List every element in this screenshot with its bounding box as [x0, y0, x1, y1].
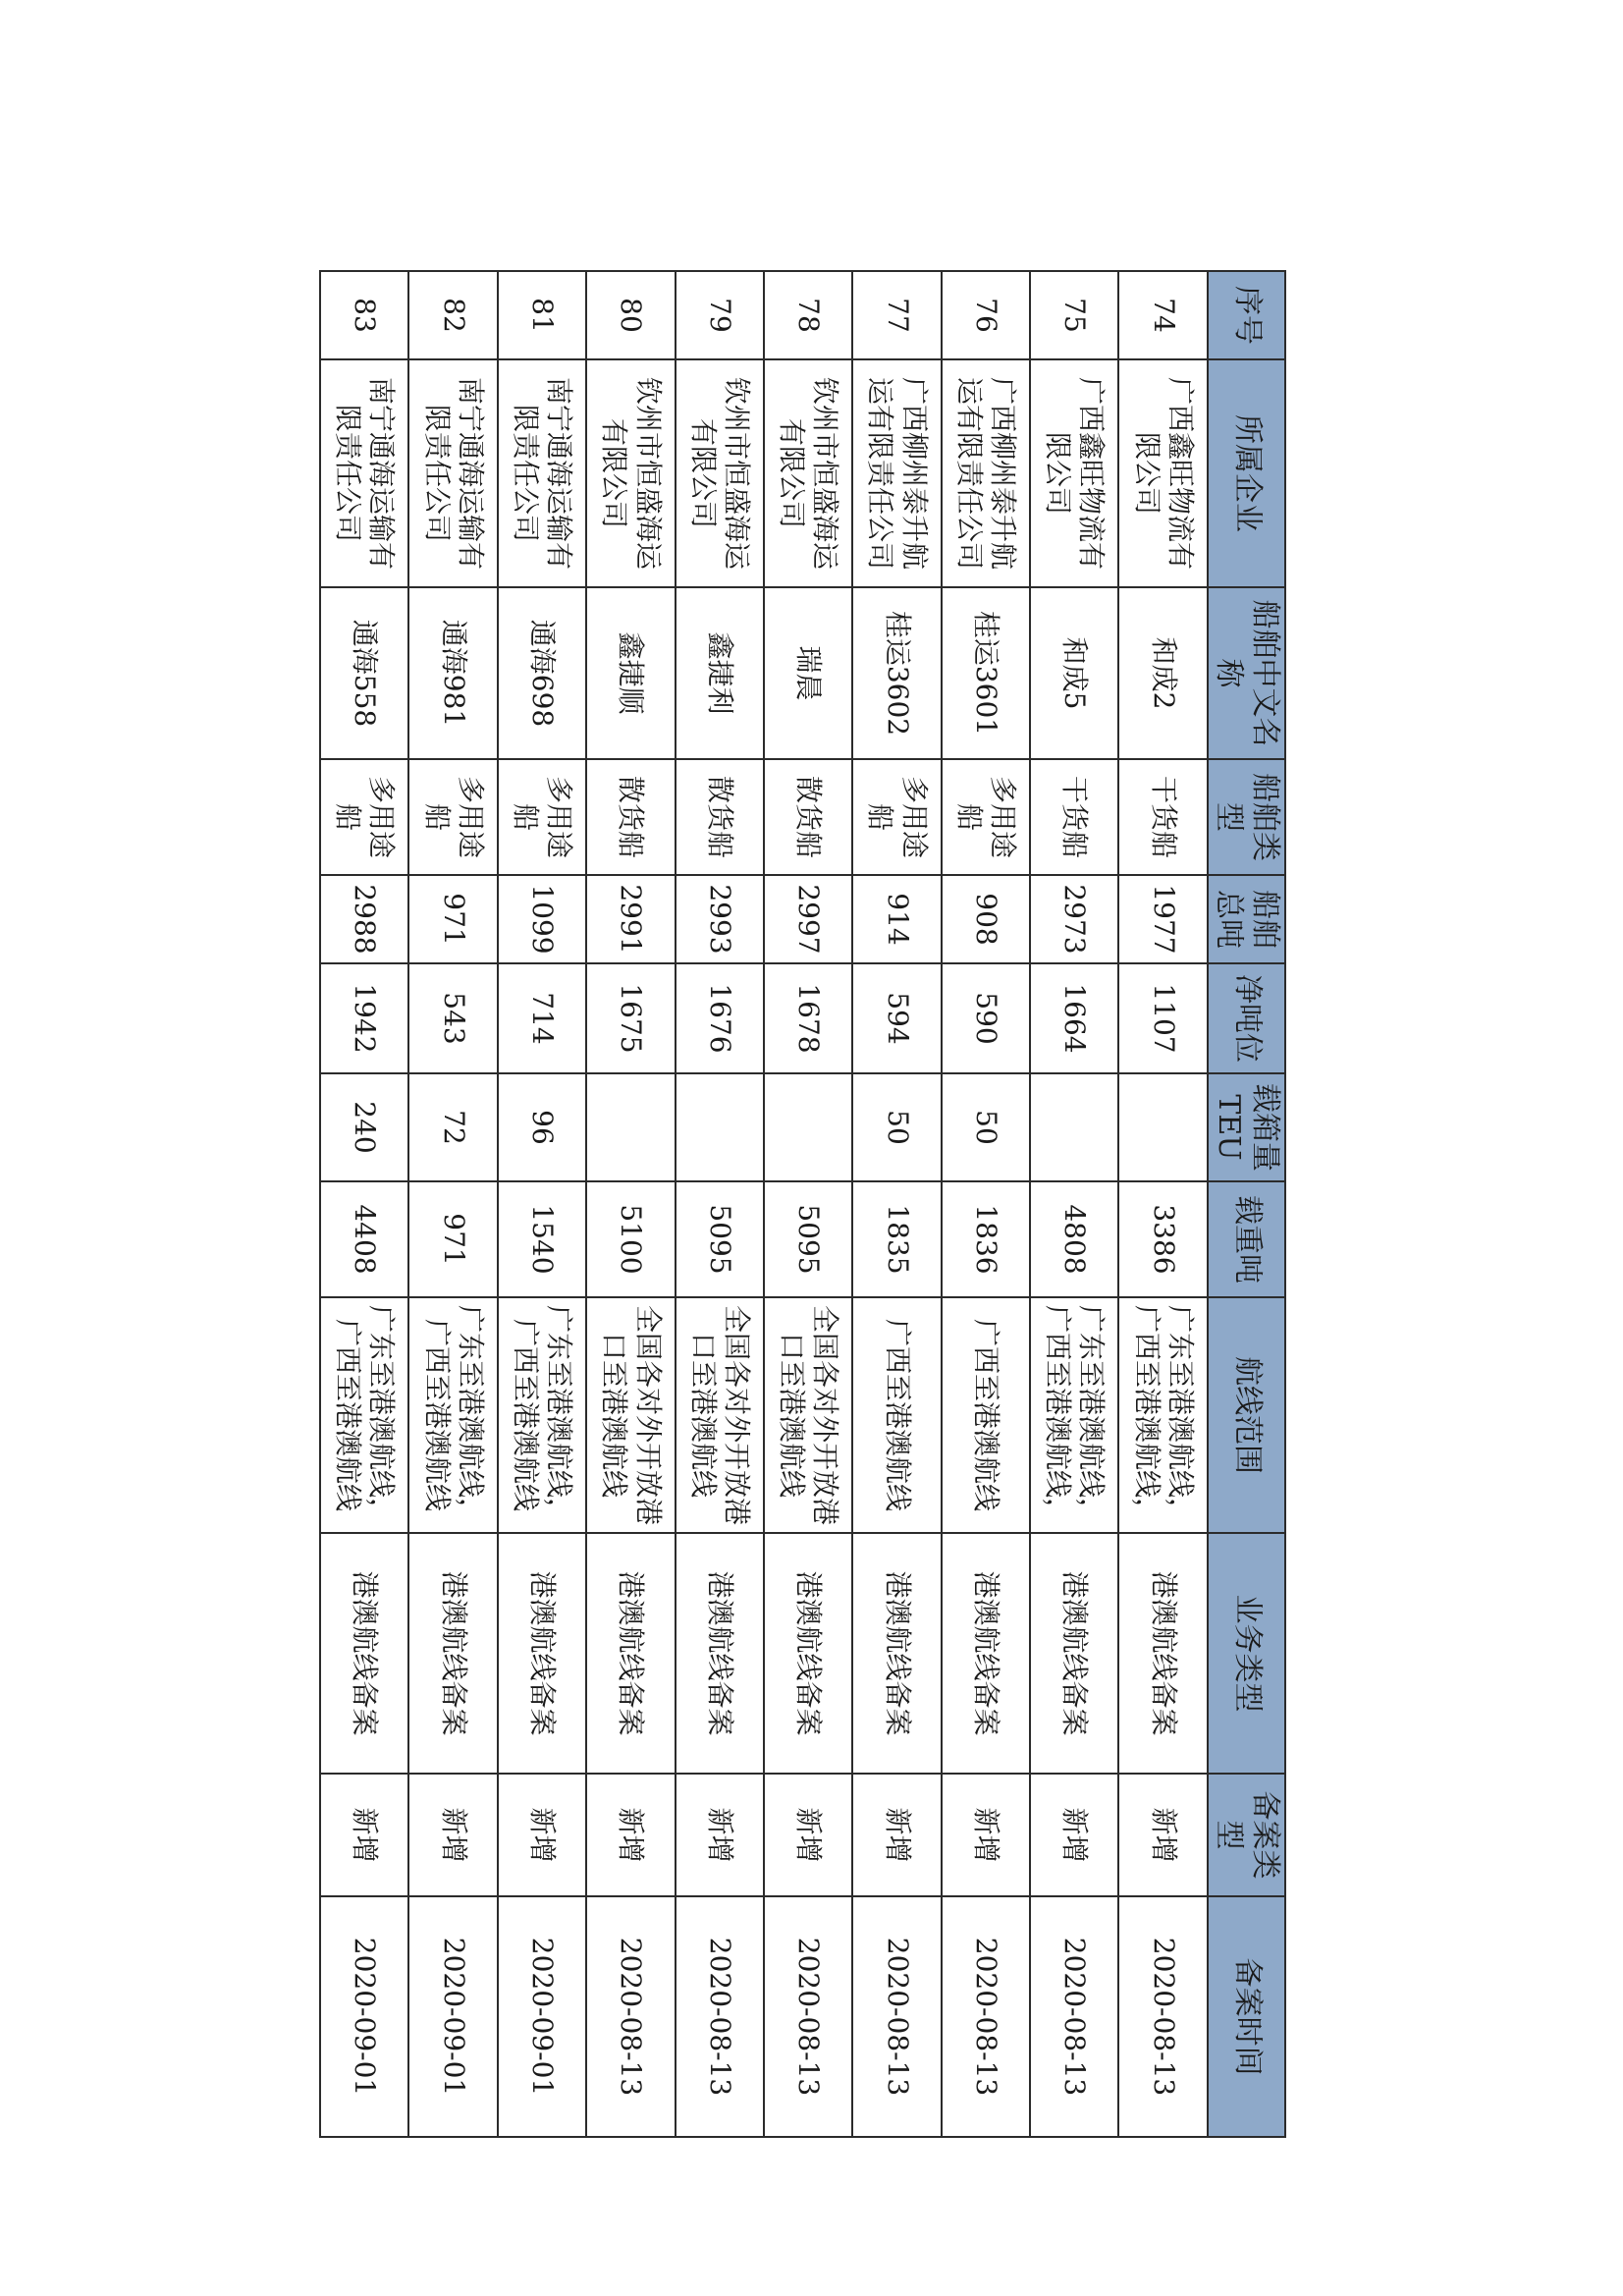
cell-col-company — [586, 359, 675, 587]
cell-text: 钦州市恒盛海运有限公司 — [686, 376, 753, 570]
cell-col-seq — [676, 271, 764, 359]
cell-col-company — [676, 359, 764, 587]
cell-text: 通海698 — [526, 619, 560, 728]
cell-col-company — [1030, 359, 1118, 587]
cell-col-ship-type — [586, 759, 675, 875]
cell-text: 和成5 — [1058, 636, 1092, 710]
header-row — [1208, 271, 1285, 2137]
cell-text: 2020-08-13 — [881, 1937, 914, 2097]
cell-text: 散货船 — [703, 775, 736, 858]
cell-text: 590 — [969, 992, 1002, 1045]
header-col-company: 所属企业 — [1208, 359, 1285, 587]
cell-text: 港澳航线备案 — [792, 1570, 826, 1736]
cell-col-seq — [408, 271, 497, 359]
cell-text: 76 — [969, 298, 1002, 333]
cell-col-gross-tonnage — [942, 875, 1030, 963]
cell-text: 971 — [437, 893, 470, 946]
cell-text: 1835 — [881, 1204, 914, 1275]
cell-col-route — [942, 1297, 1030, 1533]
cell-text: 桂运3601 — [969, 610, 1002, 737]
table-body — [320, 271, 1208, 2137]
cell-text: 1664 — [1058, 983, 1092, 1054]
cell-text: 5100 — [615, 1204, 648, 1275]
cell-text: 2020-08-13 — [969, 1937, 1002, 2097]
cell-col-filing-date — [586, 1896, 675, 2137]
cell-col-business-type — [676, 1533, 764, 1774]
cell-text: 钦州市恒盛海运有限公司 — [598, 376, 665, 570]
cell-col-route — [408, 1297, 497, 1533]
cell-text: 81 — [526, 298, 560, 333]
cell-col-net-tonnage — [942, 963, 1030, 1073]
cell-col-ship-name — [852, 587, 941, 759]
cell-text: 散货船 — [615, 775, 648, 858]
cell-col-deadweight — [942, 1181, 1030, 1297]
cell-col-ship-name — [408, 587, 497, 759]
cell-text: 新增 — [1147, 1807, 1180, 1863]
cell-col-deadweight — [764, 1181, 852, 1297]
header-col-ship-type: 船舶类型 — [1208, 759, 1285, 875]
cell-text: 74 — [1147, 298, 1180, 333]
cell-text: 2991 — [615, 884, 648, 955]
cell-text: 港澳航线备案 — [703, 1570, 736, 1736]
cell-col-ship-type — [498, 759, 586, 875]
cell-col-net-tonnage — [1118, 963, 1207, 1073]
cell-text: 多用途船 — [332, 775, 399, 858]
cell-text: 2988 — [349, 884, 382, 955]
cell-text: 港澳航线备案 — [437, 1570, 470, 1736]
table-row — [852, 271, 941, 2137]
cell-text: 3386 — [1147, 1204, 1180, 1275]
cell-col-company — [942, 359, 1030, 587]
cell-col-route — [498, 1297, 586, 1533]
cell-text: 2020-08-13 — [1147, 1937, 1180, 2097]
cell-text: 1676 — [703, 983, 736, 1054]
cell-col-net-tonnage — [676, 963, 764, 1073]
cell-text: 971 — [437, 1213, 470, 1266]
cell-text: 瑞晨 — [792, 645, 826, 701]
cell-col-ship-name — [942, 587, 1030, 759]
cell-text: 2020-08-13 — [703, 1937, 736, 2097]
cell-text: 1099 — [526, 884, 560, 955]
cell-col-route — [764, 1297, 852, 1533]
cell-col-filing-type — [764, 1774, 852, 1896]
cell-text: 多用途船 — [952, 775, 1020, 858]
cell-text: 2020-08-13 — [1058, 1937, 1092, 2097]
cell-text: 通海558 — [349, 619, 382, 728]
cell-text: 南宁通海运输有限责任公司 — [332, 376, 399, 570]
cell-text: 82 — [437, 298, 470, 333]
cell-text: 广东至港澳航线，广西至港澳航线， — [1130, 1304, 1197, 1525]
cell-col-company — [498, 359, 586, 587]
cell-col-company — [764, 359, 852, 587]
cell-col-deadweight — [1030, 1181, 1118, 1297]
cell-text: 914 — [881, 893, 914, 946]
cell-col-ship-name — [676, 587, 764, 759]
table-row — [498, 271, 586, 2137]
cell-text: 桂运3602 — [881, 610, 914, 737]
cell-text: 港澳航线备案 — [969, 1570, 1002, 1736]
cell-col-teu — [942, 1073, 1030, 1181]
cell-text: 鑫捷利 — [703, 631, 736, 715]
cell-col-filing-date — [1030, 1896, 1118, 2137]
cell-col-ship-type — [676, 759, 764, 875]
cell-col-filing-date — [1118, 1896, 1207, 2137]
cell-text: 广西鑫旺物流有限公司 — [1042, 376, 1109, 570]
cell-col-filing-type — [408, 1774, 497, 1896]
cell-text: 新增 — [349, 1807, 382, 1863]
cell-col-teu — [320, 1073, 408, 1181]
cell-text: 港澳航线备案 — [1147, 1570, 1180, 1736]
cell-col-route — [1030, 1297, 1118, 1533]
cell-text: 594 — [881, 992, 914, 1045]
cell-col-ship-name — [320, 587, 408, 759]
cell-col-deadweight — [852, 1181, 941, 1297]
cell-col-filing-type — [852, 1774, 941, 1896]
cell-col-business-type — [586, 1533, 675, 1774]
cell-text: 港澳航线备案 — [881, 1570, 914, 1736]
cell-col-ship-type — [852, 759, 941, 875]
header-col-gross-tonnage: 船舶总吨 — [1208, 875, 1285, 963]
cell-text: 广西至港澳航线 — [969, 1318, 1002, 1511]
cell-col-company — [852, 359, 941, 587]
cell-text: 新增 — [615, 1807, 648, 1863]
cell-text: 5095 — [703, 1204, 736, 1275]
cell-col-gross-tonnage — [1118, 875, 1207, 963]
table-row — [676, 271, 764, 2137]
cell-col-route — [586, 1297, 675, 1533]
cell-text: 1675 — [615, 983, 648, 1054]
cell-text: 543 — [437, 992, 470, 1045]
cell-text: 全国各对外开放港口至港澳航线 — [598, 1304, 665, 1525]
cell-col-business-type — [942, 1533, 1030, 1774]
cell-col-teu — [852, 1073, 941, 1181]
header-col-deadweight: 载重吨 — [1208, 1181, 1285, 1297]
cell-text: 港澳航线备案 — [526, 1570, 560, 1736]
cell-col-deadweight — [586, 1181, 675, 1297]
cell-text: 2973 — [1058, 884, 1092, 955]
cell-col-gross-tonnage — [498, 875, 586, 963]
cell-text: 72 — [437, 1110, 470, 1145]
cell-col-net-tonnage — [764, 963, 852, 1073]
cell-text: 1107 — [1147, 983, 1180, 1054]
cell-text: 全国各对外开放港口至港澳航线 — [776, 1304, 842, 1525]
cell-text: 2997 — [792, 884, 826, 955]
cell-text: 1836 — [969, 1204, 1002, 1275]
cell-col-filing-date — [498, 1896, 586, 2137]
cell-col-filing-type — [676, 1774, 764, 1896]
cell-text: 2020-09-01 — [526, 1937, 560, 2097]
cell-text: 新增 — [437, 1807, 470, 1863]
cell-text: 广西柳州泰升航运有限责任公司 — [864, 376, 931, 570]
cell-col-ship-type — [320, 759, 408, 875]
cell-col-route — [320, 1297, 408, 1533]
cell-text: 240 — [349, 1101, 382, 1154]
cell-text: 1977 — [1147, 884, 1180, 955]
cell-text: 钦州市恒盛海运有限公司 — [776, 376, 842, 570]
cell-text: 鑫捷顺 — [615, 631, 648, 715]
cell-col-business-type — [1118, 1533, 1207, 1774]
cell-col-ship-name — [1030, 587, 1118, 759]
table-row — [586, 271, 675, 2137]
cell-col-gross-tonnage — [320, 875, 408, 963]
cell-text: 干货船 — [1147, 775, 1180, 858]
table-row — [408, 271, 497, 2137]
cell-text: 新增 — [792, 1807, 826, 1863]
cell-col-filing-date — [942, 1896, 1030, 2137]
cell-col-business-type — [1030, 1533, 1118, 1774]
cell-col-filing-date — [320, 1896, 408, 2137]
cell-text: 77 — [881, 298, 914, 333]
cell-text: 78 — [792, 298, 826, 333]
cell-text: 75 — [1058, 298, 1092, 333]
cell-text: 2020-08-13 — [792, 1937, 826, 2097]
cell-col-filing-date — [676, 1896, 764, 2137]
cell-col-gross-tonnage — [586, 875, 675, 963]
cell-col-seq — [498, 271, 586, 359]
cell-col-business-type — [320, 1533, 408, 1774]
table-header — [1208, 271, 1285, 2137]
cell-col-ship-type — [764, 759, 852, 875]
cell-text: 714 — [526, 992, 560, 1045]
table-row — [1030, 271, 1118, 2137]
cell-text: 79 — [703, 298, 736, 333]
cell-col-seq — [1118, 271, 1207, 359]
cell-text: 50 — [881, 1110, 914, 1145]
header-col-filing-date: 备案时间 — [1208, 1896, 1285, 2137]
cell-text: 1678 — [792, 983, 826, 1054]
cell-text: 80 — [615, 298, 648, 333]
cell-text: 83 — [349, 298, 382, 333]
table-row — [764, 271, 852, 2137]
cell-col-seq — [852, 271, 941, 359]
cell-col-teu — [1030, 1073, 1118, 1181]
table-row — [320, 271, 408, 2137]
cell-col-seq — [1030, 271, 1118, 359]
cell-col-filing-date — [764, 1896, 852, 2137]
cell-col-deadweight — [408, 1181, 497, 1297]
cell-col-filing-type — [942, 1774, 1030, 1896]
cell-text: 新增 — [1058, 1807, 1092, 1863]
registration-table — [319, 270, 1286, 2138]
cell-col-teu — [498, 1073, 586, 1181]
cell-text: 新增 — [881, 1807, 914, 1863]
cell-col-filing-type — [586, 1774, 675, 1896]
cell-col-net-tonnage — [586, 963, 675, 1073]
cell-col-ship-name — [498, 587, 586, 759]
cell-text: 4408 — [349, 1204, 382, 1275]
cell-col-business-type — [498, 1533, 586, 1774]
cell-col-filing-type — [1030, 1774, 1118, 1896]
header-col-teu: 载箱量TEU — [1208, 1073, 1285, 1181]
cell-col-seq — [586, 271, 675, 359]
cell-col-filing-type — [498, 1774, 586, 1896]
cell-col-seq — [320, 271, 408, 359]
cell-text: 和成2 — [1147, 636, 1180, 710]
cell-text: 50 — [969, 1110, 1002, 1145]
cell-col-ship-name — [1118, 587, 1207, 759]
cell-col-teu — [408, 1073, 497, 1181]
cell-text: 5095 — [792, 1204, 826, 1275]
cell-col-ship-type — [408, 759, 497, 875]
cell-col-ship-type — [1118, 759, 1207, 875]
cell-col-net-tonnage — [320, 963, 408, 1073]
cell-text: 4808 — [1058, 1204, 1092, 1275]
header-col-business-type: 业务类型 — [1208, 1533, 1285, 1774]
cell-col-route — [852, 1297, 941, 1533]
cell-col-gross-tonnage — [1030, 875, 1118, 963]
cell-text: 广西鑫旺物流有限公司 — [1130, 376, 1197, 570]
cell-text: 干货船 — [1058, 775, 1092, 858]
cell-text: 港澳航线备案 — [1058, 1570, 1092, 1736]
cell-col-ship-type — [1030, 759, 1118, 875]
cell-col-deadweight — [1118, 1181, 1207, 1297]
cell-col-net-tonnage — [498, 963, 586, 1073]
cell-col-net-tonnage — [1030, 963, 1118, 1073]
cell-text: 新增 — [969, 1807, 1002, 1863]
cell-text: 2020-08-13 — [615, 1937, 648, 2097]
cell-col-deadweight — [320, 1181, 408, 1297]
cell-col-teu — [586, 1073, 675, 1181]
cell-col-teu — [1118, 1073, 1207, 1181]
cell-text: 散货船 — [792, 775, 826, 858]
cell-col-deadweight — [676, 1181, 764, 1297]
cell-col-route — [1118, 1297, 1207, 1533]
header-col-seq: 序号 — [1208, 271, 1285, 359]
header-col-route: 航线范围 — [1208, 1297, 1285, 1533]
cell-col-net-tonnage — [408, 963, 497, 1073]
header-col-net-tonnage: 净吨位 — [1208, 963, 1285, 1073]
cell-text: 广西柳州泰升航运有限责任公司 — [952, 376, 1020, 570]
cell-text: 908 — [969, 893, 1002, 946]
cell-text: 2993 — [703, 884, 736, 955]
cell-text: 1942 — [349, 983, 382, 1054]
cell-text: 96 — [526, 1110, 560, 1145]
cell-text: 多用途船 — [420, 775, 487, 858]
cell-col-ship-name — [764, 587, 852, 759]
cell-col-ship-type — [942, 759, 1030, 875]
cell-text: 广东至港澳航线，广西至港澳航线， — [1042, 1304, 1109, 1525]
cell-col-ship-name — [586, 587, 675, 759]
cell-text: 多用途船 — [510, 775, 576, 858]
cell-col-route — [676, 1297, 764, 1533]
cell-col-business-type — [408, 1533, 497, 1774]
cell-col-teu — [764, 1073, 852, 1181]
cell-col-filing-type — [1118, 1774, 1207, 1896]
cell-text: 通海981 — [437, 619, 470, 728]
cell-text: 多用途船 — [864, 775, 931, 858]
cell-col-filing-date — [852, 1896, 941, 2137]
cell-text: 2020-09-01 — [349, 1937, 382, 2097]
cell-text: 广东至港澳航线，广西至港澳航线 — [420, 1304, 487, 1525]
cell-text: 全国各对外开放港口至港澳航线 — [686, 1304, 753, 1525]
rotated-table-wrapper — [319, 270, 1286, 2136]
cell-col-filing-type — [320, 1774, 408, 1896]
cell-col-filing-date — [408, 1896, 497, 2137]
cell-col-gross-tonnage — [764, 875, 852, 963]
cell-col-teu — [676, 1073, 764, 1181]
cell-col-deadweight — [498, 1181, 586, 1297]
cell-text: 南宁通海运输有限责任公司 — [510, 376, 576, 570]
cell-text: 南宁通海运输有限责任公司 — [420, 376, 487, 570]
table-row — [942, 271, 1030, 2137]
cell-col-gross-tonnage — [676, 875, 764, 963]
cell-col-gross-tonnage — [408, 875, 497, 963]
cell-col-business-type — [852, 1533, 941, 1774]
cell-col-business-type — [764, 1533, 852, 1774]
header-col-filing-type: 备案类型 — [1208, 1774, 1285, 1896]
table-row — [1118, 271, 1207, 2137]
cell-text: 广西至港澳航线 — [881, 1318, 914, 1511]
cell-text: 广东至港澳航线，广西至港澳航线 — [510, 1304, 576, 1525]
cell-col-company — [408, 359, 497, 587]
cell-col-company — [320, 359, 408, 587]
cell-col-gross-tonnage — [852, 875, 941, 963]
cell-col-seq — [942, 271, 1030, 359]
cell-text: 新增 — [703, 1807, 736, 1863]
cell-text: 港澳航线备案 — [615, 1570, 648, 1736]
cell-col-seq — [764, 271, 852, 359]
cell-text: 新增 — [526, 1807, 560, 1863]
cell-text: 广东至港澳航线，广西至港澳航线 — [332, 1304, 399, 1525]
cell-col-net-tonnage — [852, 963, 941, 1073]
cell-col-company — [1118, 359, 1207, 587]
cell-text: 1540 — [526, 1204, 560, 1275]
cell-text: 2020-09-01 — [437, 1937, 470, 2097]
header-col-ship-name: 船舶中文名称 — [1208, 587, 1285, 759]
cell-text: 港澳航线备案 — [349, 1570, 382, 1736]
